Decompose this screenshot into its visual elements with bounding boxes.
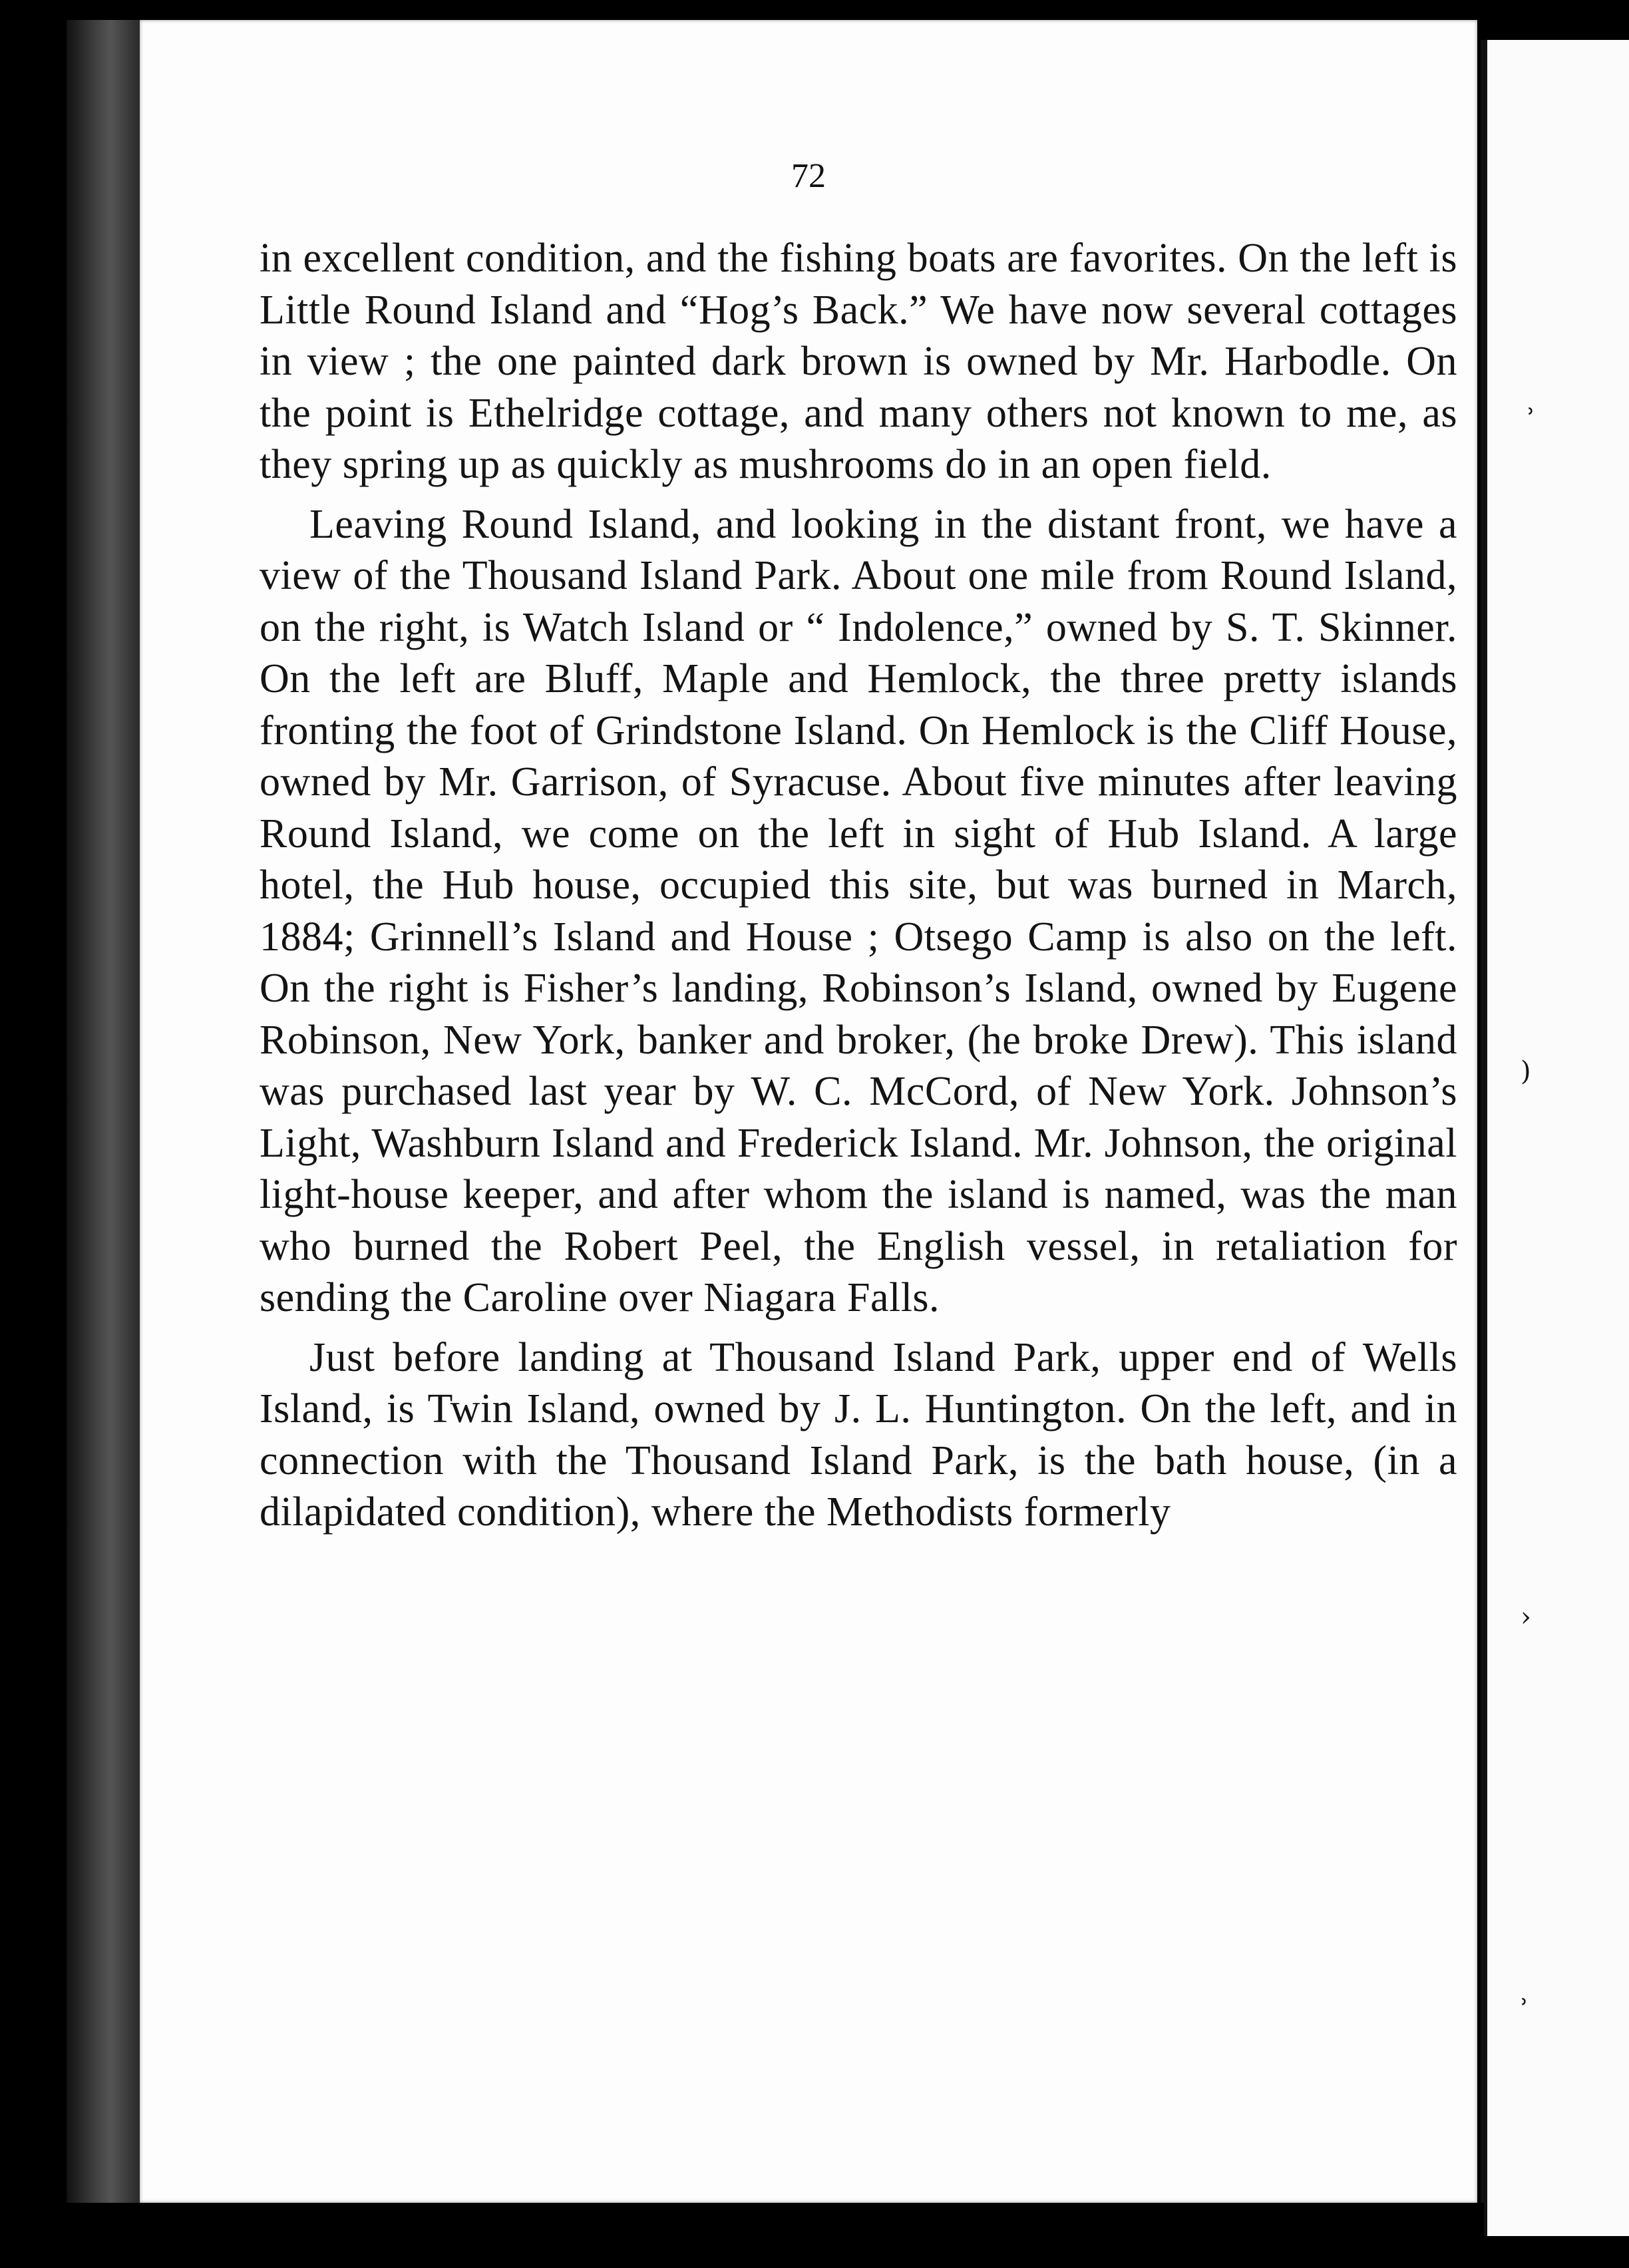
facing-page-gutter-line bbox=[1481, 40, 1487, 2236]
paragraph-2: Leaving Round Island, and looking in the distant front, we have a view of the Thousand Island Park. About one mile from Round Island, on the right, is Watch Island or “ Indolence,” owned by S. T. Skinner. On the left are Bluff, Maple and Hemlock, the three pretty islands fronting the foot of Grindstone Island. On Hemlock is the Cliff House, owned by Mr. Garrison, of Syracuse. About five minutes after leaving Round Island, we come on the left in sight of Hub Island. A large hotel, the Hub house, occupied this site, but was burned in March, 1884; Grinnell’s Island and House ; Otsego Camp is also on the left. On the right is Fisher’s landing, Robinson’s Island, owned by Eugene Robinson, New York, banker and broker, (he broke Drew). This island was purchased last year by W. C. McCord, of New York. Johnson’s Light, Washburn Island and Frederick Island. Mr. Johnson, the original light-house keeper, and after whom the island is named, was the man who burned the Robert Peel, the English vessel, in retaliation for sending the Caroline over Niagara Falls. bbox=[260, 501, 1457, 1320]
book-page bbox=[140, 20, 1477, 2203]
page-text bbox=[260, 233, 1457, 1539]
paragraph-3: Just before landing at Thousand Island Park, upper end of Wells Island, is Twin Island, owned by J. L. Huntington. On the left, and in connection with the Thousand Island Park, is the bath house, (in a dilapidated condition), where the Methodists formerly bbox=[260, 1334, 1457, 1535]
facing-page-edge bbox=[1481, 40, 1629, 2236]
scan-border-bottom bbox=[67, 2203, 1484, 2268]
bleed-mark: ˒ bbox=[1527, 397, 1536, 428]
book-spine-shadow bbox=[67, 20, 140, 2216]
page-number: 72 bbox=[791, 157, 826, 195]
scan-border-left bbox=[0, 0, 67, 2268]
bleed-mark: ) bbox=[1521, 1056, 1531, 1087]
bleed-mark: ˒ bbox=[1521, 1988, 1529, 2018]
paragraph-1: in excellent condition, and the fishing boats are favorites. On the left is Little Round Island and “Hog’s Back.” We have now several cottages in view ; the one painted dark brown is owned by Mr. Harbodle. On the point is Ethelridge cottage, and many others not known to me, as they spring up as quickly as mushrooms do in an open field. bbox=[260, 236, 1457, 487]
bleed-mark: › bbox=[1521, 1602, 1531, 1632]
